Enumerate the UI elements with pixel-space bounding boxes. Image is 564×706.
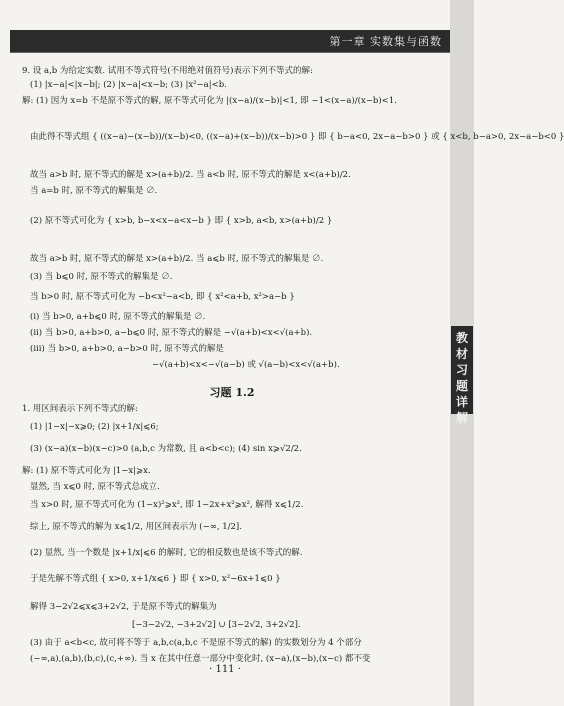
solution-1-1c: 当 x>0 时, 原不等式可化为 (1−x)²⩾x², 即 1−2x+x²⩾x², 解得 x⩽1/2. xyxy=(30,500,304,510)
case-i: (i) 当 b>0, a+b⩽0 时, 原不等式的解集是 ∅. xyxy=(30,312,206,322)
inequality-system-1: 由此得不等式组 { ((x−a)−(x−b))/(x−b)<0, ((x−a)+(x−b))/(x−b)>0 } 即 { b−a<0, 2x−a−b>0 } 或 { x<b, b−a>0, 2x−a−b<0 } xyxy=(30,132,564,142)
exercise-1-statement: 1. 用区间表示下列不等式的解: xyxy=(22,404,138,414)
result-9-1b: 当 a=b 时, 原不等式的解集是 ∅. xyxy=(30,186,158,196)
solution-1-1b: 显然, 当 x⩽0 时, 原不等式总成立. xyxy=(30,482,160,492)
exercise-1-parts-b: (3) (x−a)(x−b)(x−c)>0 (a,b,c 为常数, 且 a<b<c); (4) sin x⩾√2/2. xyxy=(30,444,302,454)
result-9-1a: 故当 a>b 时, 原不等式的解是 x>(a+b)/2. 当 a<b 时, 原不等式的解是 x<(a+b)/2. xyxy=(30,170,351,180)
solution-1-2c: 解得 3−2√2⩽x⩽3+2√2, 于是原不等式的解集为 xyxy=(30,602,217,612)
solution-9-1: 解: (1) 因为 x=b 不是原不等式的解, 原不等式可化为 |(x−a)/(x−b)|<1, 即 −1<(x−a)/(x−b)<1. xyxy=(22,96,397,106)
problem-9-parts: (1) |x−a|<|x−b|; (2) |x−a|<x−b; (3) |x²−a|<b. xyxy=(30,80,227,90)
solution-9-3a: (3) 当 b⩽0 时, 原不等式的解集是 ∅. xyxy=(30,272,173,282)
chapter-title: 第一章 实数集与函数 xyxy=(329,35,442,48)
problem-9-statement: 9. 设 a,b 为给定实数. 试用不等式符号(不用绝对值符号)表示下列不等式的解: xyxy=(22,66,313,76)
result-9-2: 故当 a>b 时, 原不等式的解是 x>(a+b)/2. 当 a⩽b 时, 原不等式的解集是 ∅. xyxy=(30,254,324,264)
solution-1-2d: [−3−2√2, −3+2√2] ∪ [3−2√2, 3+2√2]. xyxy=(132,620,301,630)
solution-1-2b: 于是先解不等式组 { x>0, x+1/x⩽6 } 即 { x>0, x²−6x+1⩽0 } xyxy=(30,574,281,584)
exercise-1-parts-a: (1) |1−x|−x⩾0; (2) |x+1/x|⩽6; xyxy=(30,422,159,432)
page-number: · 111 · xyxy=(209,664,241,675)
solution-1-1d: 综上, 原不等式的解为 x⩽1/2, 用区间表示为 (−∞, 1/2]. xyxy=(30,522,242,532)
solution-1-1a: 解: (1) 原不等式可化为 |1−x|⩾x. xyxy=(22,466,151,476)
chapter-header xyxy=(10,30,450,53)
case-iii-result: −√(a+b)<x<−√(a−b) 或 √(a−b)<x<√(a+b). xyxy=(152,360,340,370)
solution-1-2a: (2) 显然, 当一个数是 |x+1/x|⩽6 的解时, 它的相反数也是该不等式的解. xyxy=(30,548,303,558)
solution-1-3a: (3) 由于 a<b<c, 故可将不等于 a,b,c(a,b,c 不是原不等式的解) 的实数划分为 4 个部分 xyxy=(30,638,362,648)
section-title: 习题 1.2 xyxy=(209,386,255,399)
case-iii: (iii) 当 b>0, a+b>0, a−b>0 时, 原不等式的解是 xyxy=(30,344,224,354)
case-ii: (ii) 当 b>0, a+b>0, a−b⩽0 时, 原不等式的解是 −√(a+b)<x<√(a+b). xyxy=(30,328,313,338)
side-tab-label: 教材习题详解 xyxy=(455,331,468,425)
solution-9-2: (2) 原不等式可化为 { x>b, b−x<x−a<x−b } 即 { x>b, a<b, x>(a+b)/2 } xyxy=(30,216,333,226)
solution-9-3b: 当 b>0 时, 原不等式可化为 −b<x²−a<b, 即 { x²<a+b, x²>a−b } xyxy=(30,292,295,302)
solution-1-3b: (−∞,a),(a,b),(b,c),(c,+∞). 当 x 在其中任意一部分中变化时, (x−a),(x−b),(x−c) 都不变 xyxy=(30,654,371,664)
